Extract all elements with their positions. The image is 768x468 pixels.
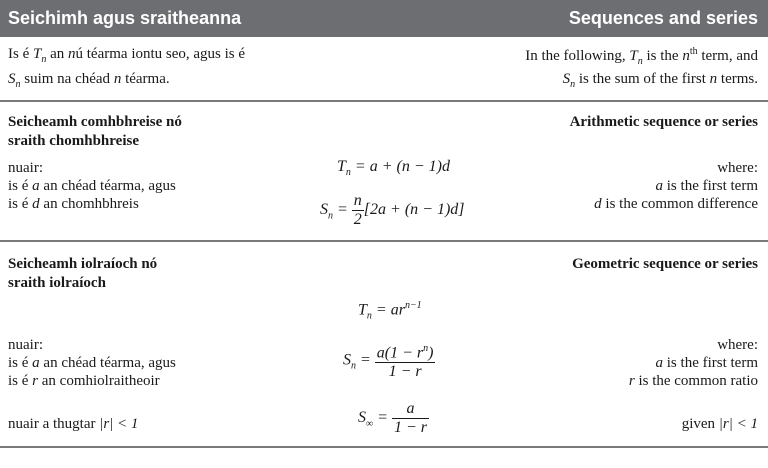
arithmetic-irish-d-line: is é d an chomhbhreis	[8, 196, 139, 212]
arithmetic-heading-irish-2: sraith chomhbhreise	[8, 133, 139, 149]
geometric-sinf-formula: $S_\infty$ = $\frac{a}{1 - r}$	[358, 400, 427, 436]
arithmetic-english-a-line: a is the first term	[655, 178, 758, 194]
intro-irish-line1: Is é $T_n$ an nú téarma iontu seo, agus is é	[8, 46, 246, 65]
geometric-heading-irish-2: sraith iolraíoch	[8, 275, 106, 291]
arithmetic-irish-a-line: is é a an chéad téarma, agus	[8, 178, 176, 194]
header-title-irish: Seichimh agus sraitheanna	[8, 8, 242, 28]
geometric-english-where: where:	[717, 337, 758, 353]
arithmetic-english-where: where:	[717, 160, 758, 176]
geometric-english-given: given |r| < 1	[681, 416, 758, 432]
header-title-english: Sequences and series	[568, 8, 758, 28]
arithmetic-heading-irish-1: Seicheamh comhbhreise nó	[8, 114, 182, 130]
arithmetic-tn-formula: $T_n = a + (n - 1)d$	[337, 158, 450, 179]
geometric-heading-irish-1: Seicheamh iolraíoch nó	[8, 256, 158, 272]
geometric-english-a-line: a is the first term	[655, 355, 758, 371]
arithmetic-english-d-line: d is the common difference	[594, 196, 758, 212]
geometric-irish-a-line: is é a an chéad téarma, agus	[8, 355, 176, 371]
arithmetic-sn-formula: $S_n$ = $\frac{n}{2}$ [2a + (n − 1)d]	[320, 192, 465, 228]
divider-1	[0, 100, 768, 102]
geometric-irish-r-line: is é r an comhiolraitheoir	[8, 373, 160, 389]
geometric-english-r-line: r is the common ratio	[628, 373, 758, 389]
intro-irish-line2: $S_n$ suim na chéad n téarma.	[8, 71, 170, 90]
arithmetic-irish-nuair: nuair:	[8, 160, 43, 176]
geometric-irish-given: nuair a thugtar |r| < 1	[8, 416, 139, 432]
geometric-sn-formula: $S_n$ = $\frac{a(1 - r^n)}{1 - r}$	[343, 340, 435, 381]
geometric-irish-nuair: nuair:	[8, 337, 43, 353]
arithmetic-heading-english: Arithmetic sequence or series	[569, 114, 758, 130]
geometric-tn-formula: $T_n = ar^{n-1}$	[358, 300, 422, 322]
divider-3	[0, 446, 768, 448]
intro-english-line2: $S_n$ is the sum of the first n terms.	[562, 71, 758, 90]
header-bar	[0, 0, 768, 37]
divider-2	[0, 240, 768, 242]
geometric-heading-english: Geometric sequence or series	[572, 256, 758, 272]
intro-english-line1: In the following, $T_n$ is the $n^{th}$ term, and	[525, 46, 758, 67]
